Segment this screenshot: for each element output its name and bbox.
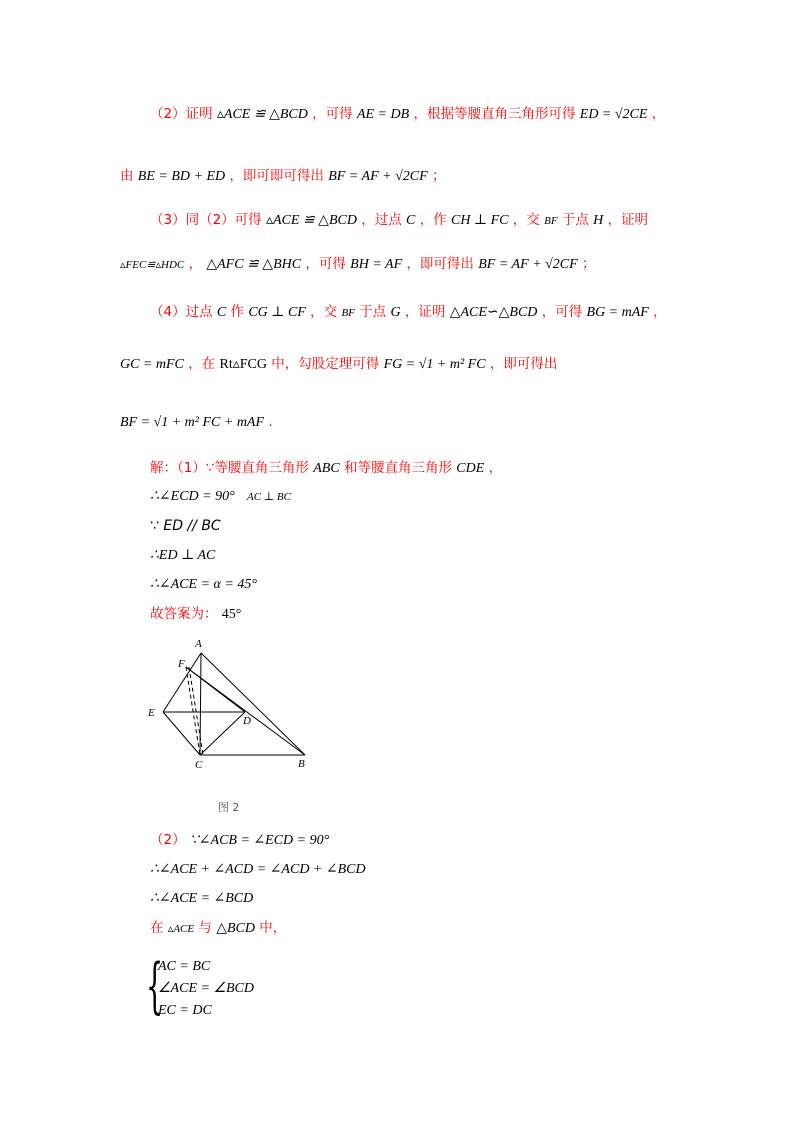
brace: {: [146, 951, 164, 1021]
math: G: [390, 305, 401, 320]
math: ∴∠ACE + ∠ACD = ∠ACD + ∠BCD: [150, 862, 366, 877]
text: ，交: [512, 212, 540, 228]
text: ，可得: [305, 256, 346, 272]
math: CH ⊥ FC: [450, 213, 509, 228]
proof-line-2: [150, 104, 665, 125]
text: ，: [651, 106, 666, 122]
step-line: [150, 888, 253, 909]
step-line: [150, 859, 366, 880]
math: ABC: [313, 461, 340, 476]
math: BH = AF: [350, 257, 403, 272]
text: ，即可即可得出: [229, 168, 324, 184]
math: ∵ ED // BC: [150, 518, 221, 534]
text: ，在: [188, 356, 216, 372]
math: ∵∠ACB = ∠ECD = 90°: [189, 833, 330, 848]
step-line: [150, 486, 291, 507]
proof-line-3b: [120, 254, 595, 275]
text: 与: [198, 920, 212, 936]
math: ▵FEC≌▵HDC: [120, 259, 185, 271]
text: 于点: [359, 304, 387, 320]
text: 由: [120, 168, 134, 184]
math: C: [216, 305, 227, 320]
math: C: [406, 213, 416, 228]
math: ∴∠ACE = α = 45°: [150, 577, 257, 592]
text: 和等腰直角三角形: [343, 460, 452, 476]
text: （4）过点: [150, 304, 213, 320]
math: △BCD: [216, 921, 255, 936]
edge-FB: [186, 667, 305, 755]
text: （2）证明: [150, 106, 213, 122]
math: FG = √1 + m² FC: [383, 357, 486, 372]
text: ，证明: [607, 212, 649, 228]
label-A: A: [195, 638, 202, 650]
math: △ACE∽△BCD: [449, 305, 538, 320]
math: CG ⊥ CF: [248, 305, 306, 320]
math: BF: [341, 307, 355, 319]
math: CDE: [456, 461, 485, 476]
equation-system: [146, 951, 254, 1022]
proof-line-4: [150, 302, 667, 323]
label-F: F: [178, 658, 185, 670]
math: GC = mFC: [120, 357, 184, 372]
math: H: [593, 213, 604, 228]
geometry-figure: [140, 634, 320, 784]
figure-caption: 图 2: [218, 801, 240, 814]
step-line: [150, 918, 286, 939]
system-row: ∠ACE = ∠BCD: [158, 981, 254, 996]
edge-CD: [200, 712, 245, 755]
text: （2）: [150, 832, 186, 848]
math: △AFC ≌ △BHC: [206, 257, 302, 272]
text: ；: [581, 256, 596, 272]
text: 解：（1）∵等腰直角三角形: [150, 460, 309, 476]
text: ，交: [310, 304, 338, 320]
text: （3）同（2）可得: [150, 212, 262, 228]
math: ▵ACE ≌ △BCD: [265, 213, 357, 228]
math: BF = AF + √2CF: [328, 169, 428, 184]
text: ，: [653, 304, 667, 320]
text: .: [268, 414, 273, 430]
math: 45°: [221, 607, 242, 622]
math: Rt▵FCG: [219, 357, 267, 372]
math: ∴∠ECD = 90°: [150, 489, 235, 504]
text: 中，勾股定理可得: [271, 356, 380, 372]
text: 中，: [259, 920, 287, 936]
math: AC ⊥ BC: [246, 491, 291, 503]
text: ，可得: [312, 106, 353, 122]
system-row: AC = BC: [158, 959, 211, 974]
text: ，: [488, 460, 503, 476]
label-C: C: [195, 759, 203, 771]
math: ∴∠ACE = ∠BCD: [150, 891, 254, 906]
text: ，证明: [404, 304, 446, 320]
text: ，即可得出: [489, 356, 558, 372]
solution-heading: [150, 458, 502, 479]
text: 作: [230, 304, 245, 320]
text: ，根据等腰直角三角形可得: [413, 106, 576, 122]
math: ED = √2CE: [579, 107, 648, 122]
step-line: [150, 516, 221, 536]
step-line: [150, 574, 257, 595]
label-B: B: [298, 758, 305, 770]
math: ▵ACE ≌ △BCD: [216, 107, 308, 122]
text: ，过点: [361, 212, 402, 228]
step-line: [150, 545, 215, 566]
text: ，即可得出: [406, 256, 474, 272]
label-E: E: [148, 707, 155, 719]
math: AE = DB: [356, 107, 410, 122]
text: 于点: [561, 212, 589, 228]
proof-line-3: [150, 210, 648, 231]
text: ，作: [419, 212, 447, 228]
text: 故答案为：: [150, 606, 218, 622]
math: BF: [544, 215, 558, 227]
math: ∴ED ⊥ AC: [150, 548, 216, 563]
label-D: D: [243, 715, 251, 727]
proof-line-4c: [120, 412, 273, 433]
system-row: EC = DC: [158, 1003, 212, 1018]
text: ；: [431, 168, 446, 184]
text: 在: [150, 920, 164, 936]
math: ▵ACE: [167, 923, 195, 935]
answer-line: [150, 604, 241, 625]
text: ，可得: [541, 304, 583, 320]
proof-line-2b: [120, 166, 445, 187]
math: BG = mAF: [586, 305, 649, 320]
text: ，: [188, 256, 203, 272]
math: BF = √1 + m² FC + mAF: [120, 415, 265, 430]
proof-line-4b: [120, 354, 557, 375]
part2-line: [150, 830, 329, 851]
math: BF = AF + √2CF: [478, 257, 578, 272]
math: BE = BD + ED: [137, 169, 226, 184]
